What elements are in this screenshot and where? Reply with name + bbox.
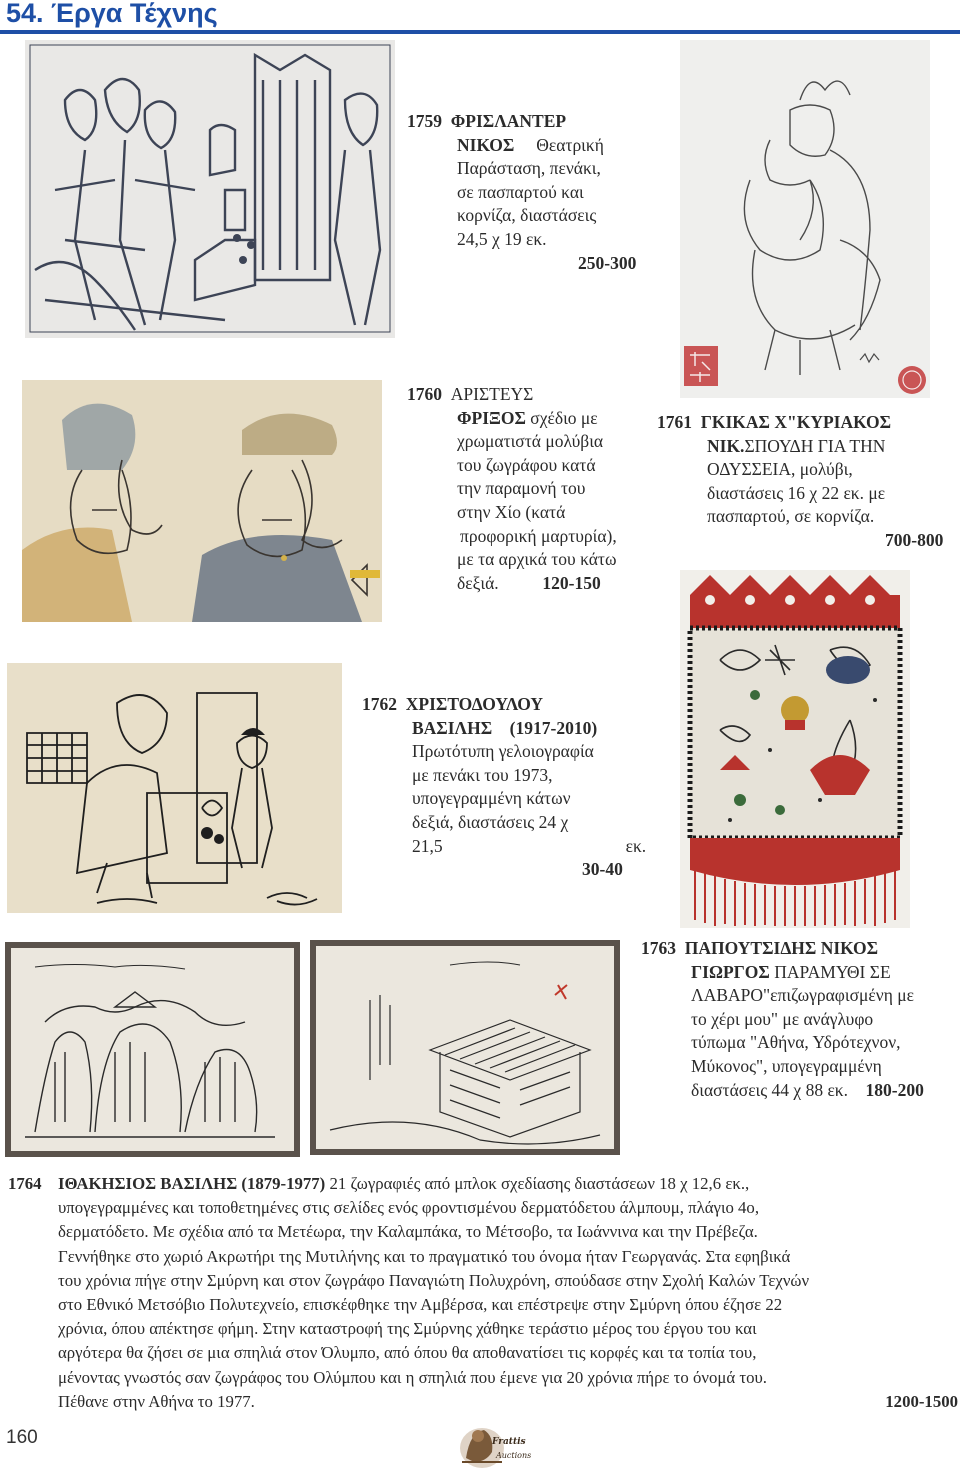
description-line: προφορική μαρτυρία), (460, 525, 617, 546)
price-estimate: 700-800 (885, 529, 944, 550)
artist-name: ΠΑΠΟΥΤΣΙΔΗΣ ΝΙΚΟΣ (684, 938, 879, 958)
description-line: σε πασπαρτού και (457, 181, 584, 202)
logo-text-line1: Frattis (492, 1437, 526, 1447)
lot-number: 1761 (657, 412, 692, 432)
lot-1760 (407, 383, 617, 595)
description-line: μένοντας γνωστός σαν ζωγράφος του Ολύμπου και η σπηλιά που έμενε για 20 χρόνια πήρε το όνομά του. (58, 1367, 768, 1387)
lot-1759 (407, 110, 636, 275)
price-estimate: 1200-1500 (885, 1391, 958, 1411)
dimension-unit: εκ. (625, 835, 647, 856)
description-line: στο Εθνικό Μετσόβιο Πολυτεχνείο, επισκέφθηκε την Αμβέρσα, και επέστρεψε στην Σμύρνη όπου έζησε 22 (58, 1295, 783, 1315)
description-line: υπογεγραμμένες και τοποθετημένες στις σελίδες ενός φροντισμένου δερματόδετου άλμπουμ, πλάγιο 4ο, (58, 1198, 760, 1218)
description-line: πασπαρτού, σε κορνίζα. (707, 506, 875, 527)
description-line: χρόνια, όπου απέκτησε φήμη. Στην καταστροφή της Σμύρνης χάθηκε τεράστιο μέρος του έργου του και (58, 1319, 757, 1339)
lot-number: 1764 (8, 1174, 42, 1193)
artist-name: ΓΚΙΚΑΣ Χ"ΚΥΡΙΑΚΟΣ (700, 412, 892, 432)
artist-name-cont: ΝΙΚ. (707, 435, 745, 456)
artist-dates: (1917-2010) (509, 717, 598, 738)
artist-name-cont: ΓΙΩΡΓΟΣ (691, 961, 770, 982)
description-line: του χρόνια πήγε στην Σμύρνη και στον ζωγράφο Παναγιώτη Πολυχρόνη, σπούδασε στην Σχολή Καλών Τεχνών (58, 1270, 810, 1290)
description-line: με τα αρχικά του κάτω (457, 549, 617, 570)
lot-number: 1759 (407, 111, 442, 131)
artwork-1762-cartoon (7, 663, 342, 913)
description-line: Μύκονος", υπογεγραμμένη (691, 1055, 882, 1076)
description-line: υπογεγραμμένη κάτων (412, 788, 571, 809)
description-line: δεξιά. (457, 572, 499, 593)
lot-number: 1762 (362, 694, 397, 714)
description-line: ΣΠΟΥΔΗ ΓΙΑ ΤΗΝ (744, 435, 886, 456)
description-line: 24,5 χ 19 εκ. (457, 228, 547, 249)
artwork-1764-house-sketch (310, 940, 620, 1155)
description-line: Πέθανε στην Αθήνα το 1977. (58, 1391, 255, 1411)
page-title: 54. Έργα Τέχνης (6, 0, 218, 28)
description-line: Θεατρική (536, 134, 604, 155)
description-line: διαστάσεις 44 χ 88 εκ. (691, 1079, 848, 1100)
lot-1763 (641, 937, 924, 1102)
logo-text-line2: Auctions (496, 1451, 532, 1460)
description-line: 21,5 (412, 835, 443, 856)
artwork-1763-banner (680, 570, 910, 928)
artist-name-cont: ΒΑΣΙΛΗΣ (412, 717, 493, 738)
description-line: την παραμονή του (457, 478, 586, 499)
price-estimate: 30-40 (582, 859, 623, 880)
artist-name: ΧΡΙΣΤΟΔΟΥΛΟΥ (405, 694, 544, 714)
artist-name: ΙΘΑΚΗΣΙΟΣ ΒΑΣΙΛΗΣ (1879-1977) (58, 1174, 326, 1193)
description-line: του ζωγράφου κατά (457, 454, 596, 475)
description-line: δεξιά, διαστάσεις 24 χ (412, 811, 569, 832)
description-line: Γεννήθηκε στο χωριό Ακρωτήρι της Μυτιλήνης και το πραγματικό του όνομα ήταν Γεωργανάς. Στα εφηβικά (58, 1246, 791, 1266)
description-line: Παράσταση, πενάκι, (457, 158, 601, 179)
lot-1761 (657, 411, 943, 553)
price-estimate: 120-150 (542, 572, 601, 593)
description-line: ΟΔΥΣΣΕΙΑ, μολύβι, (707, 459, 853, 480)
price-estimate: 250-300 (578, 252, 637, 273)
lot-number: 1760 (407, 384, 442, 404)
artist-name-cont: ΝΙΚΟΣ (457, 134, 515, 155)
price-estimate: 180-200 (865, 1079, 924, 1100)
auction-house-logo (452, 1418, 532, 1472)
artist-name-cont: ΦΡΙΞΟΣ (457, 407, 526, 428)
description-line: στην Χίο (κατά (457, 501, 566, 522)
header-rule (0, 30, 960, 34)
artist-name: ΦΡΙΣΛΑΝΤΕΡ (450, 111, 567, 131)
artwork-1764-meteora-sketch (5, 942, 300, 1157)
description-line: σχέδιο με (530, 407, 598, 428)
lot-number: 1763 (641, 938, 676, 958)
description-line: Πρωτότυπη γελοιογραφία (412, 741, 594, 762)
description-line: χρωματιστά μολύβια (457, 431, 604, 452)
description-line: το χέρι μου" με ανάγλυφο (691, 1008, 874, 1029)
description-line: με πενάκι του 1973, (412, 764, 553, 785)
artwork-1760-soldiers-drawing (22, 380, 382, 622)
description-line: κορνίζα, διαστάσεις (457, 205, 597, 226)
description-line: αργότερα θα ζήσει σε μια σπηλιά στον Όλυμπο, από όπου θα αποθανατίσει τις κορφές και τα τοπία του, (58, 1343, 757, 1363)
description-line: δερματόδετο. Με σχέδια από τα Μετέωρα, την Καλαμπάκα, το Μέτσοβο, τα Ιωάννινα και την Πρέβεζα. (58, 1222, 758, 1242)
artist-name: ΑΡΙΣΤΕΥΣ (450, 384, 534, 404)
artwork-1759-theatrical-scene (25, 40, 395, 338)
description-line: διαστάσεις 16 χ 22 εκ. με (707, 482, 886, 503)
description-line: ΠΑΡΑΜΥΘΙ ΣΕ (774, 961, 891, 982)
description-line: τύπωμα "Αθήνα, Υδρότεχνον, (691, 1032, 901, 1053)
lot-1762 (362, 693, 646, 882)
artwork-1761-odyssey-study (680, 40, 930, 398)
description-line: ΛΑΒΑΡΟ"επιζωγραφισμένη με (691, 985, 914, 1006)
page-header (0, 0, 960, 32)
page-number: 160 (6, 1427, 38, 1448)
description-line: 21 ζωγραφιές από μπλοκ σχεδίασης διαστάσεων 18 χ 12,6 εκ., (329, 1174, 750, 1193)
